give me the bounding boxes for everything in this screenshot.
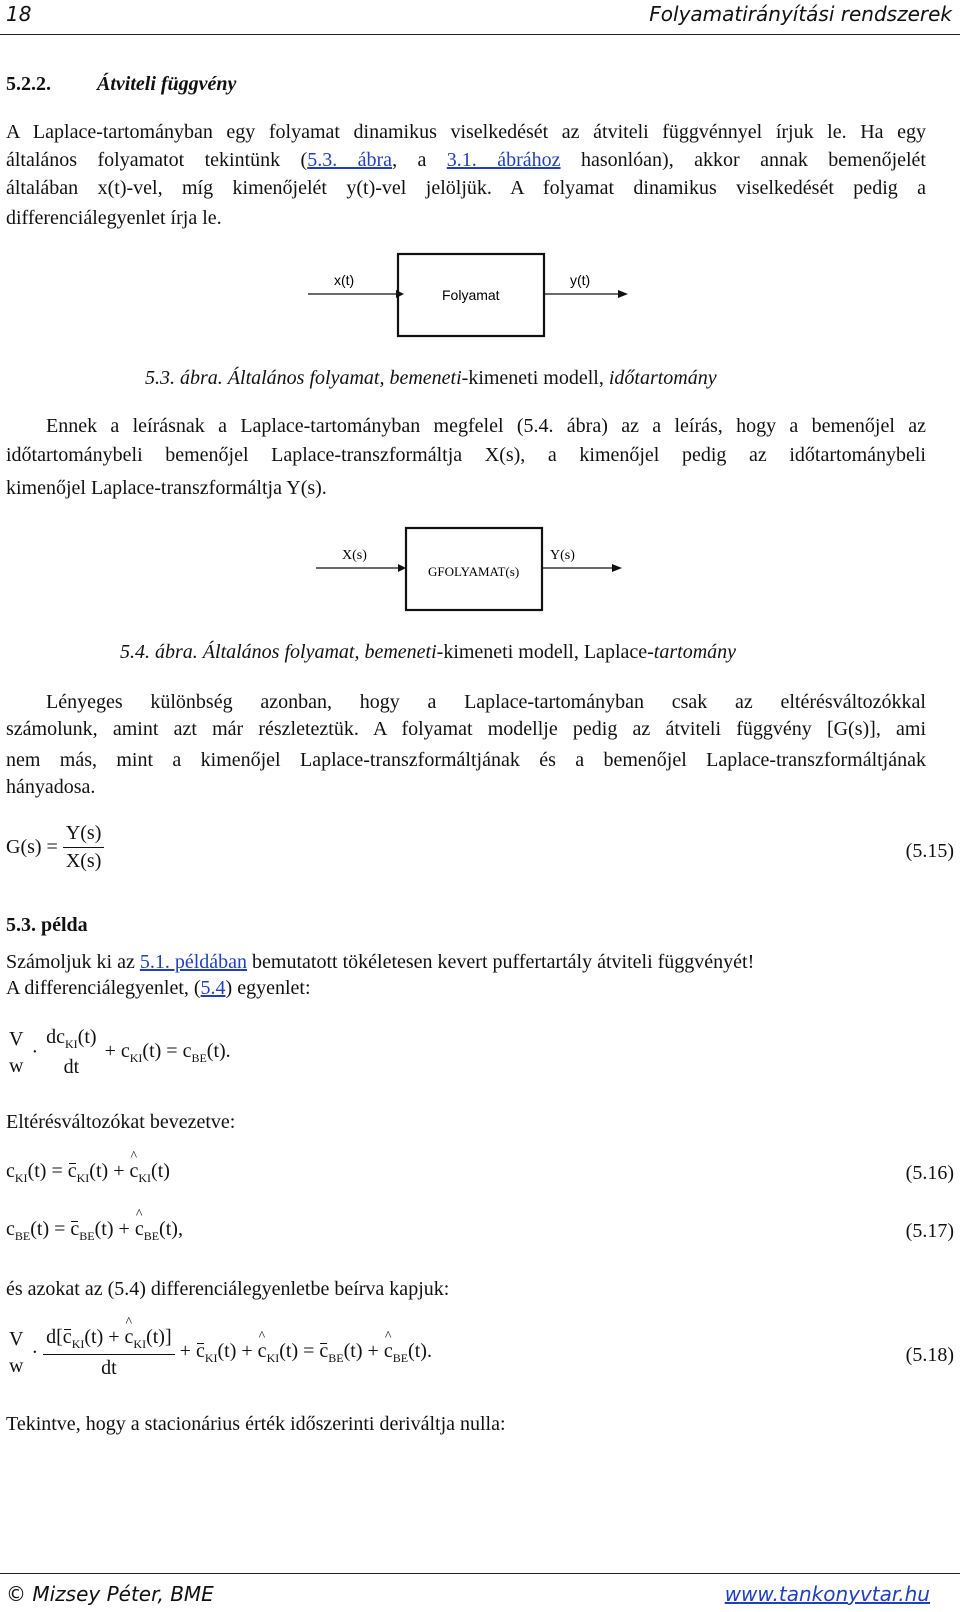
- example-link-5-1[interactable]: 5.1. példában: [139, 951, 248, 973]
- symbol-c: c: [6, 1218, 15, 1240]
- symbol-dc: dc: [46, 1026, 66, 1048]
- text-span: -vel jelöljük. A folyamat dinamikus viselkedését pedig a: [375, 177, 927, 199]
- plus-sign: +: [113, 1160, 125, 1182]
- text-span: , a: [392, 149, 447, 171]
- fraction-numerator: V: [9, 1027, 24, 1050]
- equation-number-5-17: (5.17): [905, 1220, 954, 1242]
- para2-line3: [6, 474, 327, 502]
- equation-differential: [6, 1026, 231, 1079]
- equation-rhs: + $c_{KI}(t)$ + ^ $c_{KI}(t) = c_{BE}(t)$ + ^ $c_{BE}(t)$.: [180, 1340, 432, 1362]
- page-number: 18: [6, 2, 32, 26]
- symbol-t: (t): [94, 1218, 114, 1240]
- fraction-denominator: X(s): [65, 850, 102, 872]
- symbol-t: (t): [343, 1340, 363, 1362]
- subscript-KI: KI: [204, 1351, 218, 1365]
- math-Xs: X(s): [484, 444, 521, 466]
- section-number: 5.2.2.: [6, 73, 51, 95]
- text-span: számolunk, amint azt már részleteztük. A folyamat modellje pedig az átviteli függvény: [6, 718, 812, 740]
- symbol-c-hat: ^ c: [135, 1218, 144, 1241]
- text-span: Számoljuk ki az: [6, 951, 140, 973]
- subscript-KI: KI: [129, 1050, 143, 1065]
- subscript-KI: KI: [71, 1337, 85, 1351]
- equals-sign: =: [51, 1160, 63, 1182]
- fraction-derivative: [43, 1026, 99, 1079]
- equation-link-5-4[interactable]: 5.4: [200, 977, 226, 999]
- symbol-t: (t): [84, 1326, 104, 1348]
- equation-5-17: [6, 1218, 183, 1244]
- page-header: [0, 0, 960, 35]
- equation-5-15: [6, 822, 104, 873]
- fraction-denominator: w: [9, 1054, 24, 1077]
- symbol-t: (t): [159, 1218, 178, 1240]
- text-span: A differenciálegyenlet, (: [6, 977, 201, 999]
- text-span: bemutatott tökéletesen kevert puffertartály átviteli függvényét!: [247, 951, 755, 973]
- symbol-t: (t): [30, 1218, 50, 1240]
- figure-link-3-1[interactable]: 3.1. ábrához: [446, 149, 561, 171]
- transfer-block-label: GFOLYAMAT(s): [428, 564, 520, 579]
- substitute-text: és azokat az (5.4) differenciálegyenletbe beírva kapjuk:: [6, 1278, 450, 1300]
- symbol-t: (t): [77, 1026, 97, 1048]
- page-footer: [0, 1573, 960, 1612]
- para3-line4: hányadosa.: [6, 776, 96, 798]
- symbol-t: (t): [408, 1340, 427, 1362]
- figure-link-5-3[interactable]: 5.3. ábra: [307, 149, 393, 171]
- fraction-numerator: Y(s): [63, 822, 105, 848]
- equation-number-5-15: (5.15): [905, 840, 954, 862]
- text-span: hasonlóan), akkor annak bemenőjelét: [560, 149, 926, 171]
- subscript-BE: BE: [328, 1351, 344, 1365]
- para3-line2: [6, 715, 926, 743]
- symbol-t: (t): [27, 1160, 47, 1182]
- input-signal-label: x(t): [334, 272, 355, 288]
- caption-part: időtartomány: [608, 367, 717, 389]
- text-span: (t) = c: [142, 1039, 192, 1062]
- subscript-KI: KI: [133, 1337, 147, 1351]
- input-arrow-head: [398, 564, 406, 572]
- caption-part: tartomány: [653, 641, 737, 663]
- fraction-V-w: [6, 1328, 26, 1378]
- output-signal-label: Y(s): [550, 548, 575, 563]
- math-xt: x(t): [97, 177, 127, 199]
- subscript-KI: KI: [14, 1171, 28, 1185]
- para2-line2: [6, 441, 926, 469]
- symbol-c-hat: ^ c: [129, 1160, 138, 1183]
- caption-number: 5.4. ábra.: [120, 641, 198, 663]
- symbol-t: (t): [217, 1340, 237, 1362]
- symbol-c-bar: c: [319, 1340, 329, 1362]
- subscript-BE: BE: [392, 1351, 409, 1365]
- text-span: időtartománybeli bemenőjel Laplace-transzformáltja: [6, 444, 463, 466]
- fraction-V-w: [6, 1028, 26, 1078]
- fraction-numerator: [43, 1026, 99, 1054]
- deviation-text: Eltérésváltozókat bevezetve:: [6, 1111, 236, 1133]
- para1-line3: [6, 174, 926, 202]
- output-signal-label: y(t): [570, 272, 591, 288]
- symbol-c-hat: ^ c: [258, 1340, 267, 1363]
- plus-sign: +: [118, 1218, 130, 1240]
- fraction-numerator: V: [9, 1328, 24, 1350]
- symbol-t: (t): [146, 1326, 165, 1348]
- text-span: -vel, míg kimenőjelét: [126, 177, 327, 199]
- subscript-KI: KI: [65, 1037, 78, 1051]
- process-block-label: Folyamat: [442, 287, 500, 303]
- para1-line1: A Laplace-tartományban egy folyamat dinamikus viselkedését az átviteli függvénnyel írjuk le. Ha egy: [6, 121, 926, 143]
- comma: ,: [177, 1218, 183, 1240]
- symbol-c-hat: ^ c: [384, 1340, 393, 1363]
- text-span: kimenőjel Laplace-transzformáltja: [6, 477, 282, 499]
- symbol-t: (t): [151, 1160, 170, 1182]
- text-span: általában: [6, 177, 79, 199]
- fraction-numerator: $d[c_{KI}(t)$ + ^ $c_{KI}(t)$]: [43, 1326, 175, 1355]
- section-title: Átviteli függvény: [97, 73, 237, 95]
- figure-5-3-diagram: [300, 250, 640, 347]
- para1-line2: [6, 146, 926, 174]
- footer-url-link[interactable]: www.tankonyvtar.hu: [724, 1582, 930, 1606]
- times-dot: ·: [31, 1341, 39, 1364]
- caption-number: 5.3. ábra.: [145, 367, 223, 389]
- equation-5-18: [6, 1326, 432, 1380]
- example-line1: [6, 948, 754, 976]
- input-signal-label: X(s): [342, 548, 367, 563]
- equals-sign: =: [54, 1218, 66, 1240]
- example-title: 5.3. példa: [6, 914, 88, 936]
- text-span: , a kimenőjel pedig az időtartománybeli: [520, 444, 926, 466]
- section-heading: [6, 70, 236, 98]
- symbol-c-bar: c: [195, 1340, 205, 1362]
- equation-number-5-18: (5.18): [905, 1344, 954, 1366]
- text-span: + c: [104, 1039, 130, 1062]
- output-arrow-head: [618, 290, 628, 298]
- text-span: (t).: [206, 1039, 231, 1062]
- times-dot: ·: [31, 1041, 39, 1063]
- para3-line3: nem más, mint a kimenőjel Laplace-transzformáltjának és a bemenőjel Laplace-transzformáltjának: [6, 749, 926, 771]
- subscript-BE: BE: [79, 1229, 95, 1243]
- text-span: általános folyamatot tekintünk (: [6, 149, 308, 171]
- symbol-t: (t): [89, 1160, 109, 1182]
- subscript-BE: BE: [191, 1050, 207, 1065]
- equation-number-5-16: (5.16): [905, 1162, 954, 1184]
- equation-fraction: [63, 822, 105, 873]
- subscript-KI: KI: [266, 1351, 280, 1365]
- symbol-c: c: [6, 1160, 15, 1182]
- caption-part: -kimeneti modell, Laplace-: [436, 641, 654, 663]
- para2-line1: Ennek a leírásnak a Laplace-tartományban megfelel (5.4. ábra) az a leírás, hogy a bemenőjel az: [46, 415, 926, 437]
- stationary-text: Tekintve, hogy a stacionárius érték időszerinti deriváltja nulla:: [6, 1413, 506, 1435]
- fraction-denominator: dt: [63, 1056, 80, 1078]
- figure-5-3-caption: [145, 364, 717, 392]
- symbol-t: (t): [279, 1340, 299, 1362]
- math-Gs-bracket: [G(s)]: [826, 718, 876, 740]
- equation-lhs: G(s) =: [6, 836, 58, 858]
- fraction-denominator: w: [9, 1355, 24, 1377]
- caption-part: Általános folyamat, bemeneti: [202, 641, 437, 663]
- example-line2: [6, 974, 311, 1002]
- para1-line4: differenciálegyenlet írja le.: [6, 207, 222, 229]
- subscript-BE: BE: [143, 1229, 160, 1243]
- text-span: ) egyenlet:: [225, 977, 311, 999]
- symbol-c-bar: c: [67, 1160, 77, 1182]
- text-span: , ami: [875, 718, 927, 740]
- equation-5-16: [6, 1160, 170, 1186]
- figure-5-4-caption: [120, 638, 736, 666]
- output-arrow-head: [612, 564, 622, 572]
- symbol-c-bar: c: [70, 1218, 80, 1240]
- caption-part: Általános folyamat, bemeneti: [227, 367, 462, 389]
- equation-rhs: [104, 1039, 231, 1065]
- subscript-KI: KI: [138, 1171, 152, 1185]
- fraction-derivative: [43, 1326, 175, 1380]
- subscript-KI: KI: [76, 1171, 90, 1185]
- footer-author: © Mizsey Péter, BME: [6, 1582, 214, 1606]
- figure-5-4-diagram: [308, 524, 628, 621]
- caption-part: -kimeneti modell,: [461, 367, 604, 389]
- symbol-c-hat: ^ c: [125, 1326, 134, 1349]
- math-Ys: Y(s): [286, 477, 322, 499]
- fraction-denominator: dt: [101, 1357, 117, 1379]
- subscript-BE: BE: [14, 1229, 31, 1243]
- math-yt: y(t): [346, 177, 376, 199]
- symbol-c-bar: c: [62, 1326, 72, 1348]
- para3-line1: Lényeges különbség azonban, hogy a Laplace-tartományban csak az eltérésváltozókkal: [46, 691, 926, 713]
- text-span: .: [321, 477, 327, 499]
- book-title: Folyamatirányítási rendszerek: [649, 2, 952, 26]
